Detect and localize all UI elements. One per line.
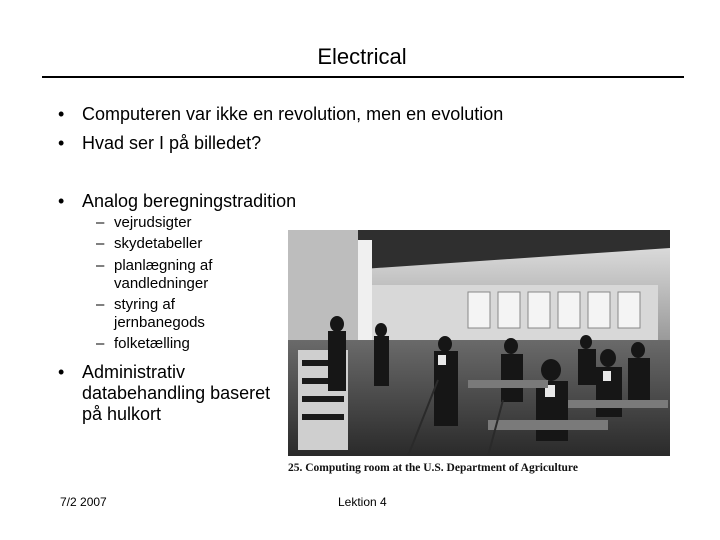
photo-caption: 25. Computing room at the U.S. Department of Agriculture <box>288 462 578 474</box>
bullet-text: Administrativ databehandling baseret på hulkort <box>82 362 271 424</box>
bullet-icon: • <box>58 191 65 211</box>
bullet-icon: • <box>58 104 65 124</box>
dash-icon: – <box>96 296 105 313</box>
computing-room-photo <box>288 230 670 456</box>
sub-bullet-text: planlægning af vandledninger <box>114 257 213 292</box>
footer-date: 7/2 2007 <box>60 495 107 509</box>
dash-icon: – <box>96 214 105 231</box>
dash-icon: – <box>96 235 105 252</box>
title-underline <box>42 76 684 78</box>
bullet-text: Computeren var ikke en revolution, men en evolution <box>82 104 504 124</box>
dash-icon: – <box>96 335 105 352</box>
bullet-text: Analog beregningstradition <box>82 191 297 211</box>
bullet-text: Hvad ser I på billedet? <box>82 133 262 153</box>
sub-bullet-text: styring af jernbanegods <box>114 296 205 331</box>
sub-bullet-text: vejrudsigter <box>114 214 192 231</box>
footer-lesson: Lektion 4 <box>338 495 387 509</box>
slide-title: Electrical <box>317 44 407 69</box>
dash-icon: – <box>96 257 105 274</box>
sub-bullet-text: folketælling <box>114 335 190 352</box>
bullet-icon: • <box>58 362 65 382</box>
sub-bullet-text: skydetabeller <box>114 235 203 252</box>
bullet-icon: • <box>58 133 65 153</box>
